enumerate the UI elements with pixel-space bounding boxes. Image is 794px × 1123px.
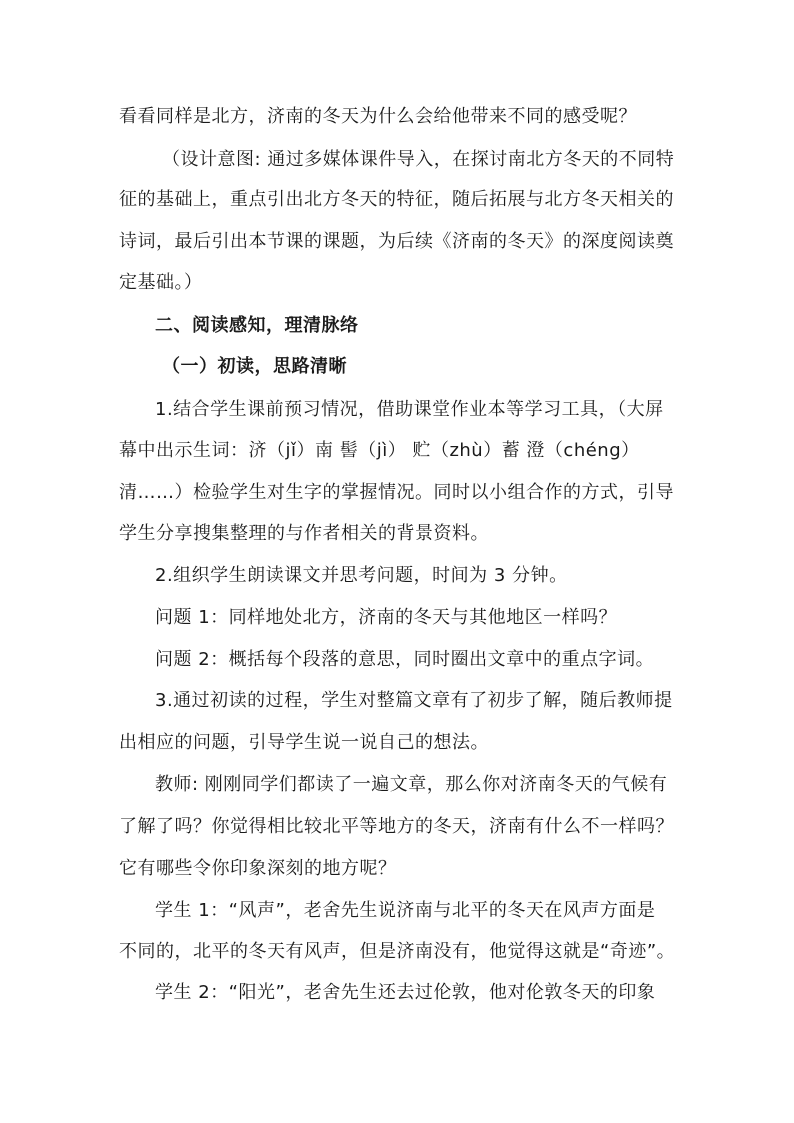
question-line: 问题 2：概括每个段落的意思，同时圈出文章中的重点字词。 bbox=[155, 649, 655, 670]
design-intent-line: 征的基础上，重点引出北方冬天的特征，随后拓展与北方冬天相关的 bbox=[119, 189, 674, 210]
question-line: 问题 1：同样地处北方，济南的冬天与其他地区一样吗？ bbox=[155, 607, 618, 628]
dialogue-line: 学生 2：“阳光”，老舍先生还去过伦敦，他对伦敦冬天的印象 bbox=[155, 982, 656, 1003]
paragraph-line: 看看同样是北方，济南的冬天为什么会给他带来不同的感受呢？ bbox=[119, 106, 637, 127]
paragraph-line: 清……）检验学生对生字的掌握情况。同时以小组合作的方式，引导 bbox=[119, 482, 674, 503]
paragraph-line: 3.通过初读的过程，学生对整篇文章有了初步了解，随后教师提 bbox=[155, 690, 673, 711]
paragraph-line: 1.结合学生课前预习情况，借助课堂作业本等学习工具，（大屏 bbox=[155, 399, 664, 420]
dialogue-line: 了解了吗？你觉得相比较北平等地方的冬天，济南有什么不一样吗？ bbox=[119, 816, 674, 837]
dialogue-line: 学生 1：“风声”，老舍先生说济南与北平的冬天在风声方面是 bbox=[155, 900, 656, 921]
dialogue-line: 教师: 刚刚同学们都读了一遍文章，那么你对济南冬天的气候有 bbox=[155, 774, 668, 795]
paragraph-line: 2.组织学生朗读课文并思考问题，时间为 3 分钟。 bbox=[155, 565, 568, 586]
paragraph-line: 出相应的问题，引导学生说一说自己的想法。 bbox=[119, 732, 489, 753]
section-heading: 二、阅读感知，理清脉络 bbox=[155, 315, 359, 336]
dialogue-line: 它有哪些令你印象深刻的地方呢？ bbox=[119, 858, 397, 879]
paragraph-line: 学生分享搜集整理的与作者相关的背景资料。 bbox=[119, 523, 489, 544]
design-intent-line: 定基础。） bbox=[119, 272, 203, 293]
design-intent-line: 诗词，最后引出本节课的课题，为后续《济南的冬天》的深度阅读奠 bbox=[119, 231, 674, 252]
subsection-heading: （一）初读，思路清晰 bbox=[162, 356, 347, 377]
dialogue-line: 不同的，北平的冬天有风声，但是济南没有，他觉得这就是“奇迹”。 bbox=[119, 941, 676, 962]
design-intent-line: （设计意图: 通过多媒体课件导入，在探讨南北方冬天的不同特 bbox=[162, 149, 675, 170]
paragraph-line: 幕中出示生词：济（jǐ）南 髻（jì） 贮（zhù）蓄 澄（chéng） bbox=[119, 440, 640, 461]
